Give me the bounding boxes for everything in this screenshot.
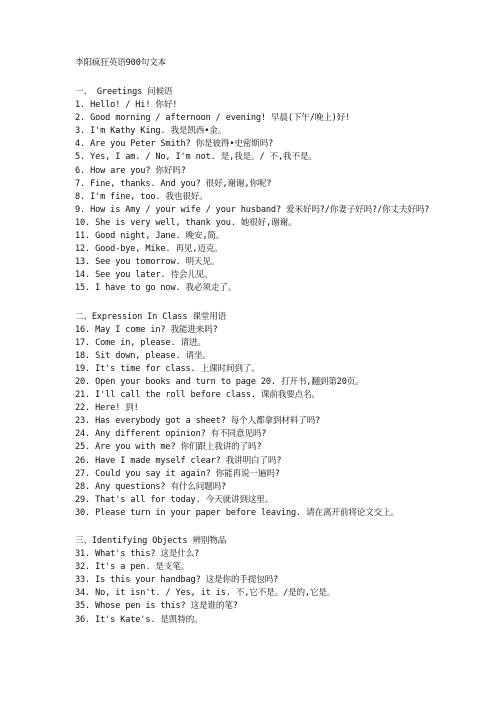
sentence-line: 28. Any questions? 有什么问题吗? [75,481,227,492]
sentence-line: 3. I'm Kathy King. 我是凯西•金。 [75,126,227,137]
sentence-line: 29. That's all for today. 今天就讲到这里。 [75,494,274,505]
sentence-line: 15. I have to go now. 我必须走了。 [75,283,237,294]
sentence-line: 17. Come in, please. 请进。 [75,337,206,348]
sentence-line: 23. Has everybody got a sheet? 每个人都拿到材料了吗? [75,416,321,427]
sentence-line: 24. Any different opinion? 有不同意见吗? [75,429,267,440]
sentence-line: 30. Please turn in your paper before leaving. 请在离开前将论文交上。 [75,507,399,518]
sentence-line: 7. Fine, thanks. And you? 很好,谢谢,你呢? [75,178,272,189]
sentence-line: 10. She is very well, thank you. 她很好,谢谢。 [75,217,297,228]
sentence-line: 19. It's time for class. 上课时间到了。 [75,363,260,374]
sentence-line: 13. See you tomorrow. 明天见。 [75,257,220,268]
sentence-line: 34. No, it isn't. / Yes, it is. 不,它不是。/是的,它是。 [75,588,336,599]
sentence-line: 25. Are you with me? 你们跟上我讲的了吗? [75,442,262,453]
sentence-line: 2. Good morning / afternoon / evening! 早晨(下午/晚上)好! [75,113,351,124]
sentence-line: 33. Is this your handbag? 这是你的手提包吗? [75,575,279,586]
section-identifying-objects [75,535,475,627]
sentence-line: 12. Good-bye, Mike. 再见,迈克。 [75,244,223,255]
sentence-line: 5. Yes, I am. / No, I'm not. 是,我是。/ 不,我不是。 [75,152,317,163]
sentence-line: 4. Are you Peter Smith? 你是彼得•史密斯吗? [75,139,274,150]
section-greetings [75,86,475,296]
sentence-line: 14. See you later. 待会儿见。 [75,270,213,281]
sentence-line: 36. It's Kate's. 是凯特的。 [75,614,203,625]
sentence-line: 8. I'm fine, too. 我也很好。 [75,191,208,202]
sentence-line: 9. How is Amy / your wife / your husband? 爱米好吗?/你妻子好吗?/你丈夫好吗? [75,204,430,215]
sentence-line: 32. It's a pen. 是支笔。 [75,562,190,573]
document-title: 李阳疯狂英语900句文本 [75,58,167,68]
sentence-line: 18. Sit down, please. 请坐。 [75,350,211,361]
document-page [75,57,475,642]
sentence-line: 1. Hello! / Hi! 你好! [75,100,178,111]
sentence-line: 20. Open your books and turn to page 20. 打开书,翻到第20页。 [75,376,364,387]
sentence-line: 27. Could you say it again? 你能再说一遍吗? [75,468,280,479]
sentence-line: 22. Here! 到! [75,403,139,414]
sentence-line: 35. Whose pen is this? 这是谁的笔? [75,601,238,612]
section-heading: 二、Expression In Class 课堂用语 [75,311,227,322]
sentence-line: 11. Good night, Jane. 晚安,简。 [75,231,225,242]
sentence-line: 6. How are you? 你好吗? [75,165,186,176]
section-heading: 三、Identifying Objects 辨别物品 [75,536,227,546]
section-expression-in-class [75,311,475,521]
section-heading: 一、 Greetings 问候语 [75,87,173,97]
sentence-line: 21. I'll call the roll before class. 课前我要点名。 [75,390,320,401]
sentence-line: 31. What's this? 这是什么? [75,549,200,560]
sentence-line: 26. Have I made myself clear? 我讲明白了吗? [75,455,282,466]
sentence-line: 16. May I come in? 我能进来吗? [75,324,218,335]
